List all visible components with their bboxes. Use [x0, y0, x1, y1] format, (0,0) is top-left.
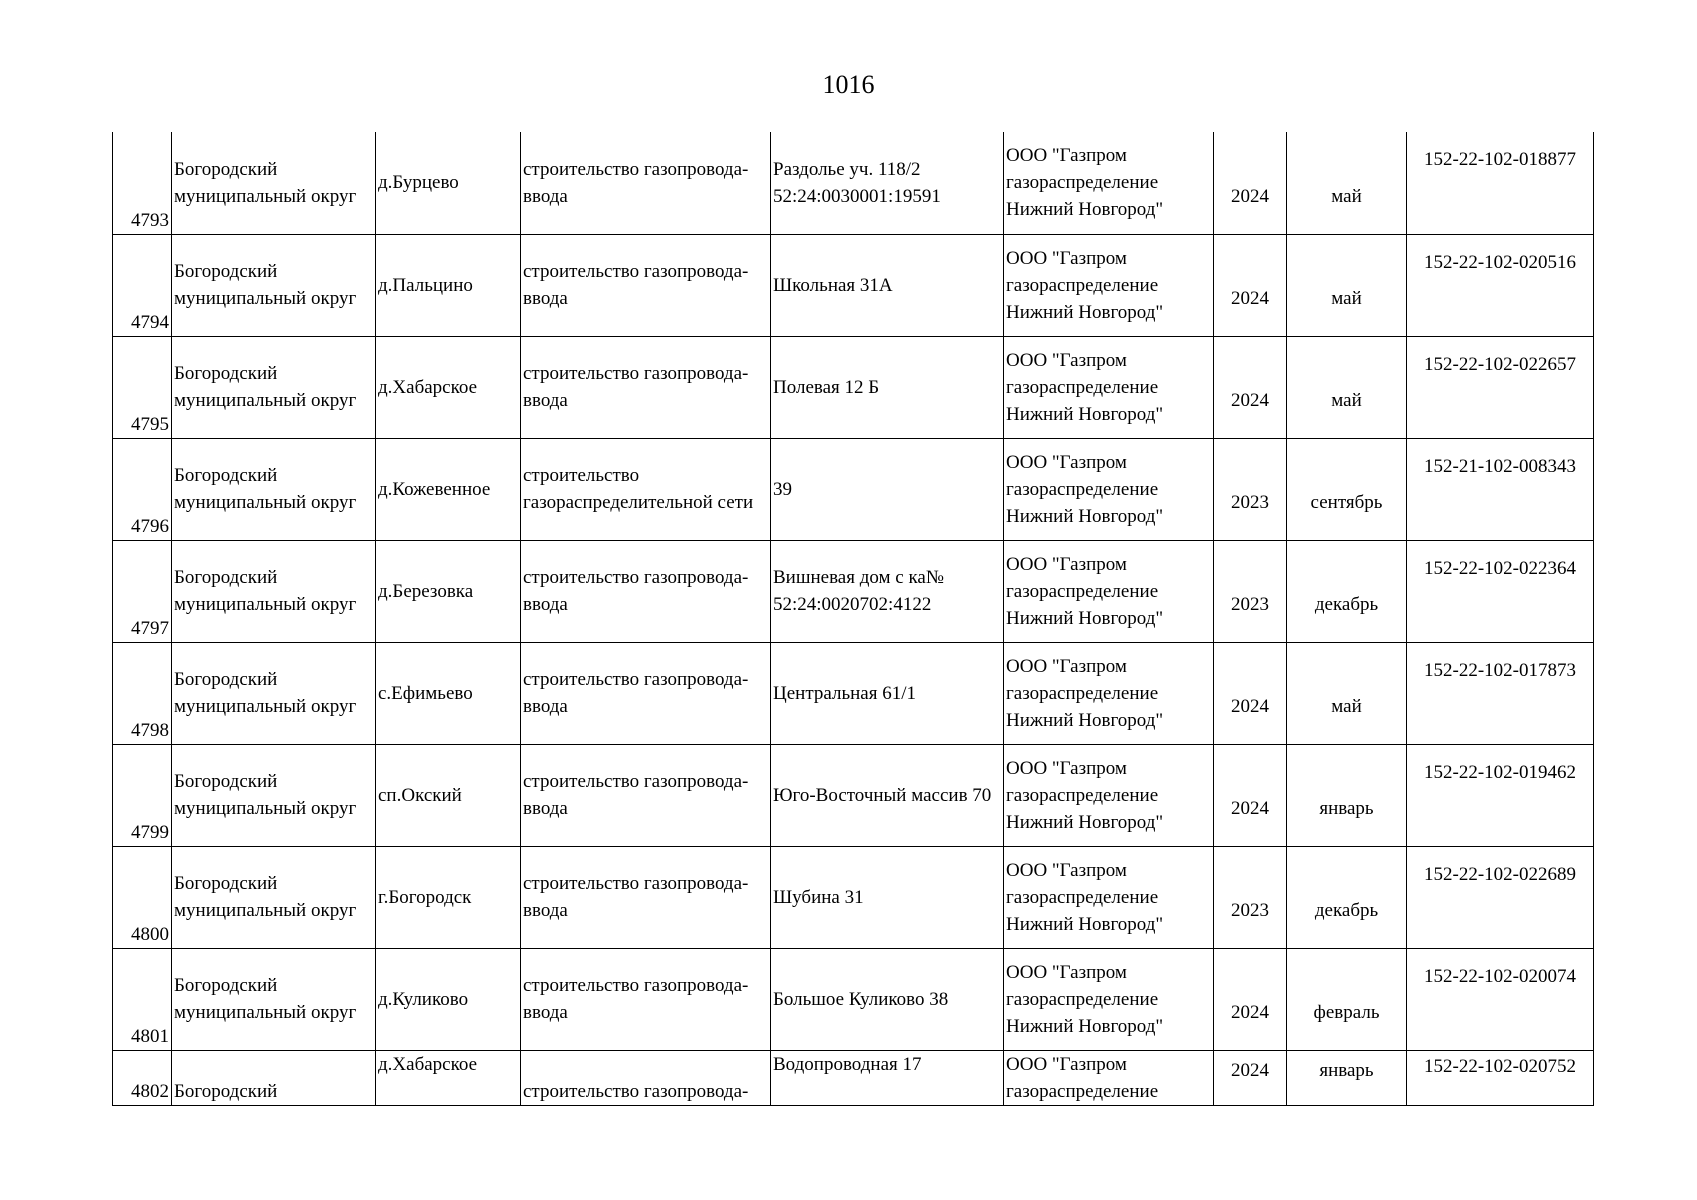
page-number: 1016: [822, 70, 875, 99]
cell-address: Юго-Восточный массив 70: [771, 744, 1004, 846]
table-row: [113, 846, 1594, 948]
cell-org: ООО "Газпром газораспределение Нижний Новгород": [1004, 336, 1214, 438]
cell-year: 2024: [1214, 744, 1287, 846]
cell-code: 152-22-102-022364: [1407, 540, 1594, 642]
cell-locality: д.Березовка: [376, 540, 521, 642]
cell-locality: д.Хабарское: [376, 1050, 521, 1105]
cell-year: 2024: [1214, 336, 1287, 438]
cell-number: 4802: [113, 1050, 172, 1105]
table-body: [113, 132, 1594, 1105]
table-row: [113, 948, 1594, 1050]
table-row: [113, 132, 1594, 234]
cell-district: Богородский муниципальный округ: [172, 438, 376, 540]
cell-org: ООО "Газпром газораспределение Нижний Новгород": [1004, 438, 1214, 540]
cell-month: декабрь: [1287, 846, 1407, 948]
cell-address: 39: [771, 438, 1004, 540]
cell-number: 4795: [113, 336, 172, 438]
cell-district: Богородский муниципальный округ: [172, 336, 376, 438]
cell-year: 2023: [1214, 846, 1287, 948]
cell-code: 152-22-102-020752: [1407, 1050, 1594, 1105]
cell-locality: д.Хабарское: [376, 336, 521, 438]
cell-locality: д.Куликово: [376, 948, 521, 1050]
cell-number: 4800: [113, 846, 172, 948]
cell-code: 152-22-102-020516: [1407, 234, 1594, 336]
cell-work: строительство газопровода-ввода: [521, 540, 771, 642]
cell-month: январь: [1287, 1050, 1407, 1105]
cell-code: 152-22-102-022657: [1407, 336, 1594, 438]
cell-address: Раздолье уч. 118/2 52:24:0030001:19591: [771, 132, 1004, 234]
cell-locality: г.Богородск: [376, 846, 521, 948]
cell-work: строительство газопровода-ввода: [521, 744, 771, 846]
cell-work: строительство газопровода-ввода: [521, 846, 771, 948]
table-row: [113, 438, 1594, 540]
cell-org: ООО "Газпром газораспределение Нижний Новгород": [1004, 642, 1214, 744]
cell-org: ООО "Газпром газораспределение Нижний Новгород": [1004, 744, 1214, 846]
cell-address: Вишневая дом с ка№ 52:24:0020702:4122: [771, 540, 1004, 642]
cell-locality: сп.Окский: [376, 744, 521, 846]
cell-district: Богородский муниципальный округ: [172, 948, 376, 1050]
cell-year: 2024: [1214, 642, 1287, 744]
table-row: [113, 540, 1594, 642]
cell-code: 152-22-102-019462: [1407, 744, 1594, 846]
cell-address: Школьная 31А: [771, 234, 1004, 336]
cell-district: Богородский муниципальный округ: [172, 132, 376, 234]
cell-code: 152-22-102-018877: [1407, 132, 1594, 234]
cell-address: Водопроводная 17: [771, 1050, 1004, 1105]
cell-work: [521, 1050, 771, 1105]
cell-year: 2023: [1214, 540, 1287, 642]
cell-year: 2023: [1214, 438, 1287, 540]
cell-org: ООО "Газпром газораспределение Нижний Новгород": [1004, 846, 1214, 948]
cell-locality: с.Ефимьево: [376, 642, 521, 744]
cell-month: май: [1287, 336, 1407, 438]
cell-month: декабрь: [1287, 540, 1407, 642]
cell-district-text: Богородский: [174, 1080, 278, 1102]
table-row: [113, 336, 1594, 438]
cell-address: Полевая 12 Б: [771, 336, 1004, 438]
cell-year: 2024: [1214, 132, 1287, 234]
cell-code: 152-22-102-020074: [1407, 948, 1594, 1050]
cell-work: строительство газораспределительной сети: [521, 438, 771, 540]
cell-month: май: [1287, 234, 1407, 336]
table-row: [113, 234, 1594, 336]
cell-year: 2024: [1214, 1050, 1287, 1105]
cell-month: май: [1287, 132, 1407, 234]
cell-month: январь: [1287, 744, 1407, 846]
cell-org: ООО "Газпром газораспределение Нижний Новгород": [1004, 234, 1214, 336]
cell-work: строительство газопровода-ввода: [521, 642, 771, 744]
cell-year: 2024: [1214, 948, 1287, 1050]
cell-month: май: [1287, 642, 1407, 744]
cell-address: Большое Куликово 38: [771, 948, 1004, 1050]
cell-locality: д.Кожевенное: [376, 438, 521, 540]
gas-connection-table: [112, 132, 1594, 1106]
cell-month: февраль: [1287, 948, 1407, 1050]
cell-district: Богородский муниципальный округ: [172, 234, 376, 336]
table-row: [113, 642, 1594, 744]
cell-district: [172, 1050, 376, 1105]
cell-number: 4793: [113, 132, 172, 234]
cell-work: строительство газопровода-ввода: [521, 234, 771, 336]
cell-locality: д.Бурцево: [376, 132, 521, 234]
cell-number: 4801: [113, 948, 172, 1050]
table-row-partial: [113, 1050, 1594, 1105]
cell-address: Шубина 31: [771, 846, 1004, 948]
cell-org: ООО "Газпром газораспределение Нижний Новгород": [1004, 948, 1214, 1050]
cell-org: ООО "Газпром газораспределение: [1004, 1050, 1214, 1105]
cell-district: Богородский муниципальный округ: [172, 642, 376, 744]
cell-number: 4796: [113, 438, 172, 540]
cell-year: 2024: [1214, 234, 1287, 336]
cell-work: строительство газопровода-ввода: [521, 336, 771, 438]
cell-number: 4797: [113, 540, 172, 642]
cell-number: 4794: [113, 234, 172, 336]
table-row: [113, 744, 1594, 846]
cell-work: строительство газопровода-ввода: [521, 948, 771, 1050]
cell-district: Богородский муниципальный округ: [172, 540, 376, 642]
cell-district: Богородский муниципальный округ: [172, 744, 376, 846]
cell-code: 152-22-102-017873: [1407, 642, 1594, 744]
cell-org: ООО "Газпром газораспределение Нижний Новгород": [1004, 132, 1214, 234]
cell-code: 152-21-102-008343: [1407, 438, 1594, 540]
cell-address: Центральная 61/1: [771, 642, 1004, 744]
cell-number: 4799: [113, 744, 172, 846]
cell-number: 4798: [113, 642, 172, 744]
cell-work: строительство газопровода-ввода: [521, 132, 771, 234]
cell-work-text: строительство газопровода-: [523, 1080, 749, 1102]
cell-month: сентябрь: [1287, 438, 1407, 540]
cell-code: 152-22-102-022689: [1407, 846, 1594, 948]
cell-locality: д.Пальцино: [376, 234, 521, 336]
cell-district: Богородский муниципальный округ: [172, 846, 376, 948]
cell-org: ООО "Газпром газораспределение Нижний Новгород": [1004, 540, 1214, 642]
